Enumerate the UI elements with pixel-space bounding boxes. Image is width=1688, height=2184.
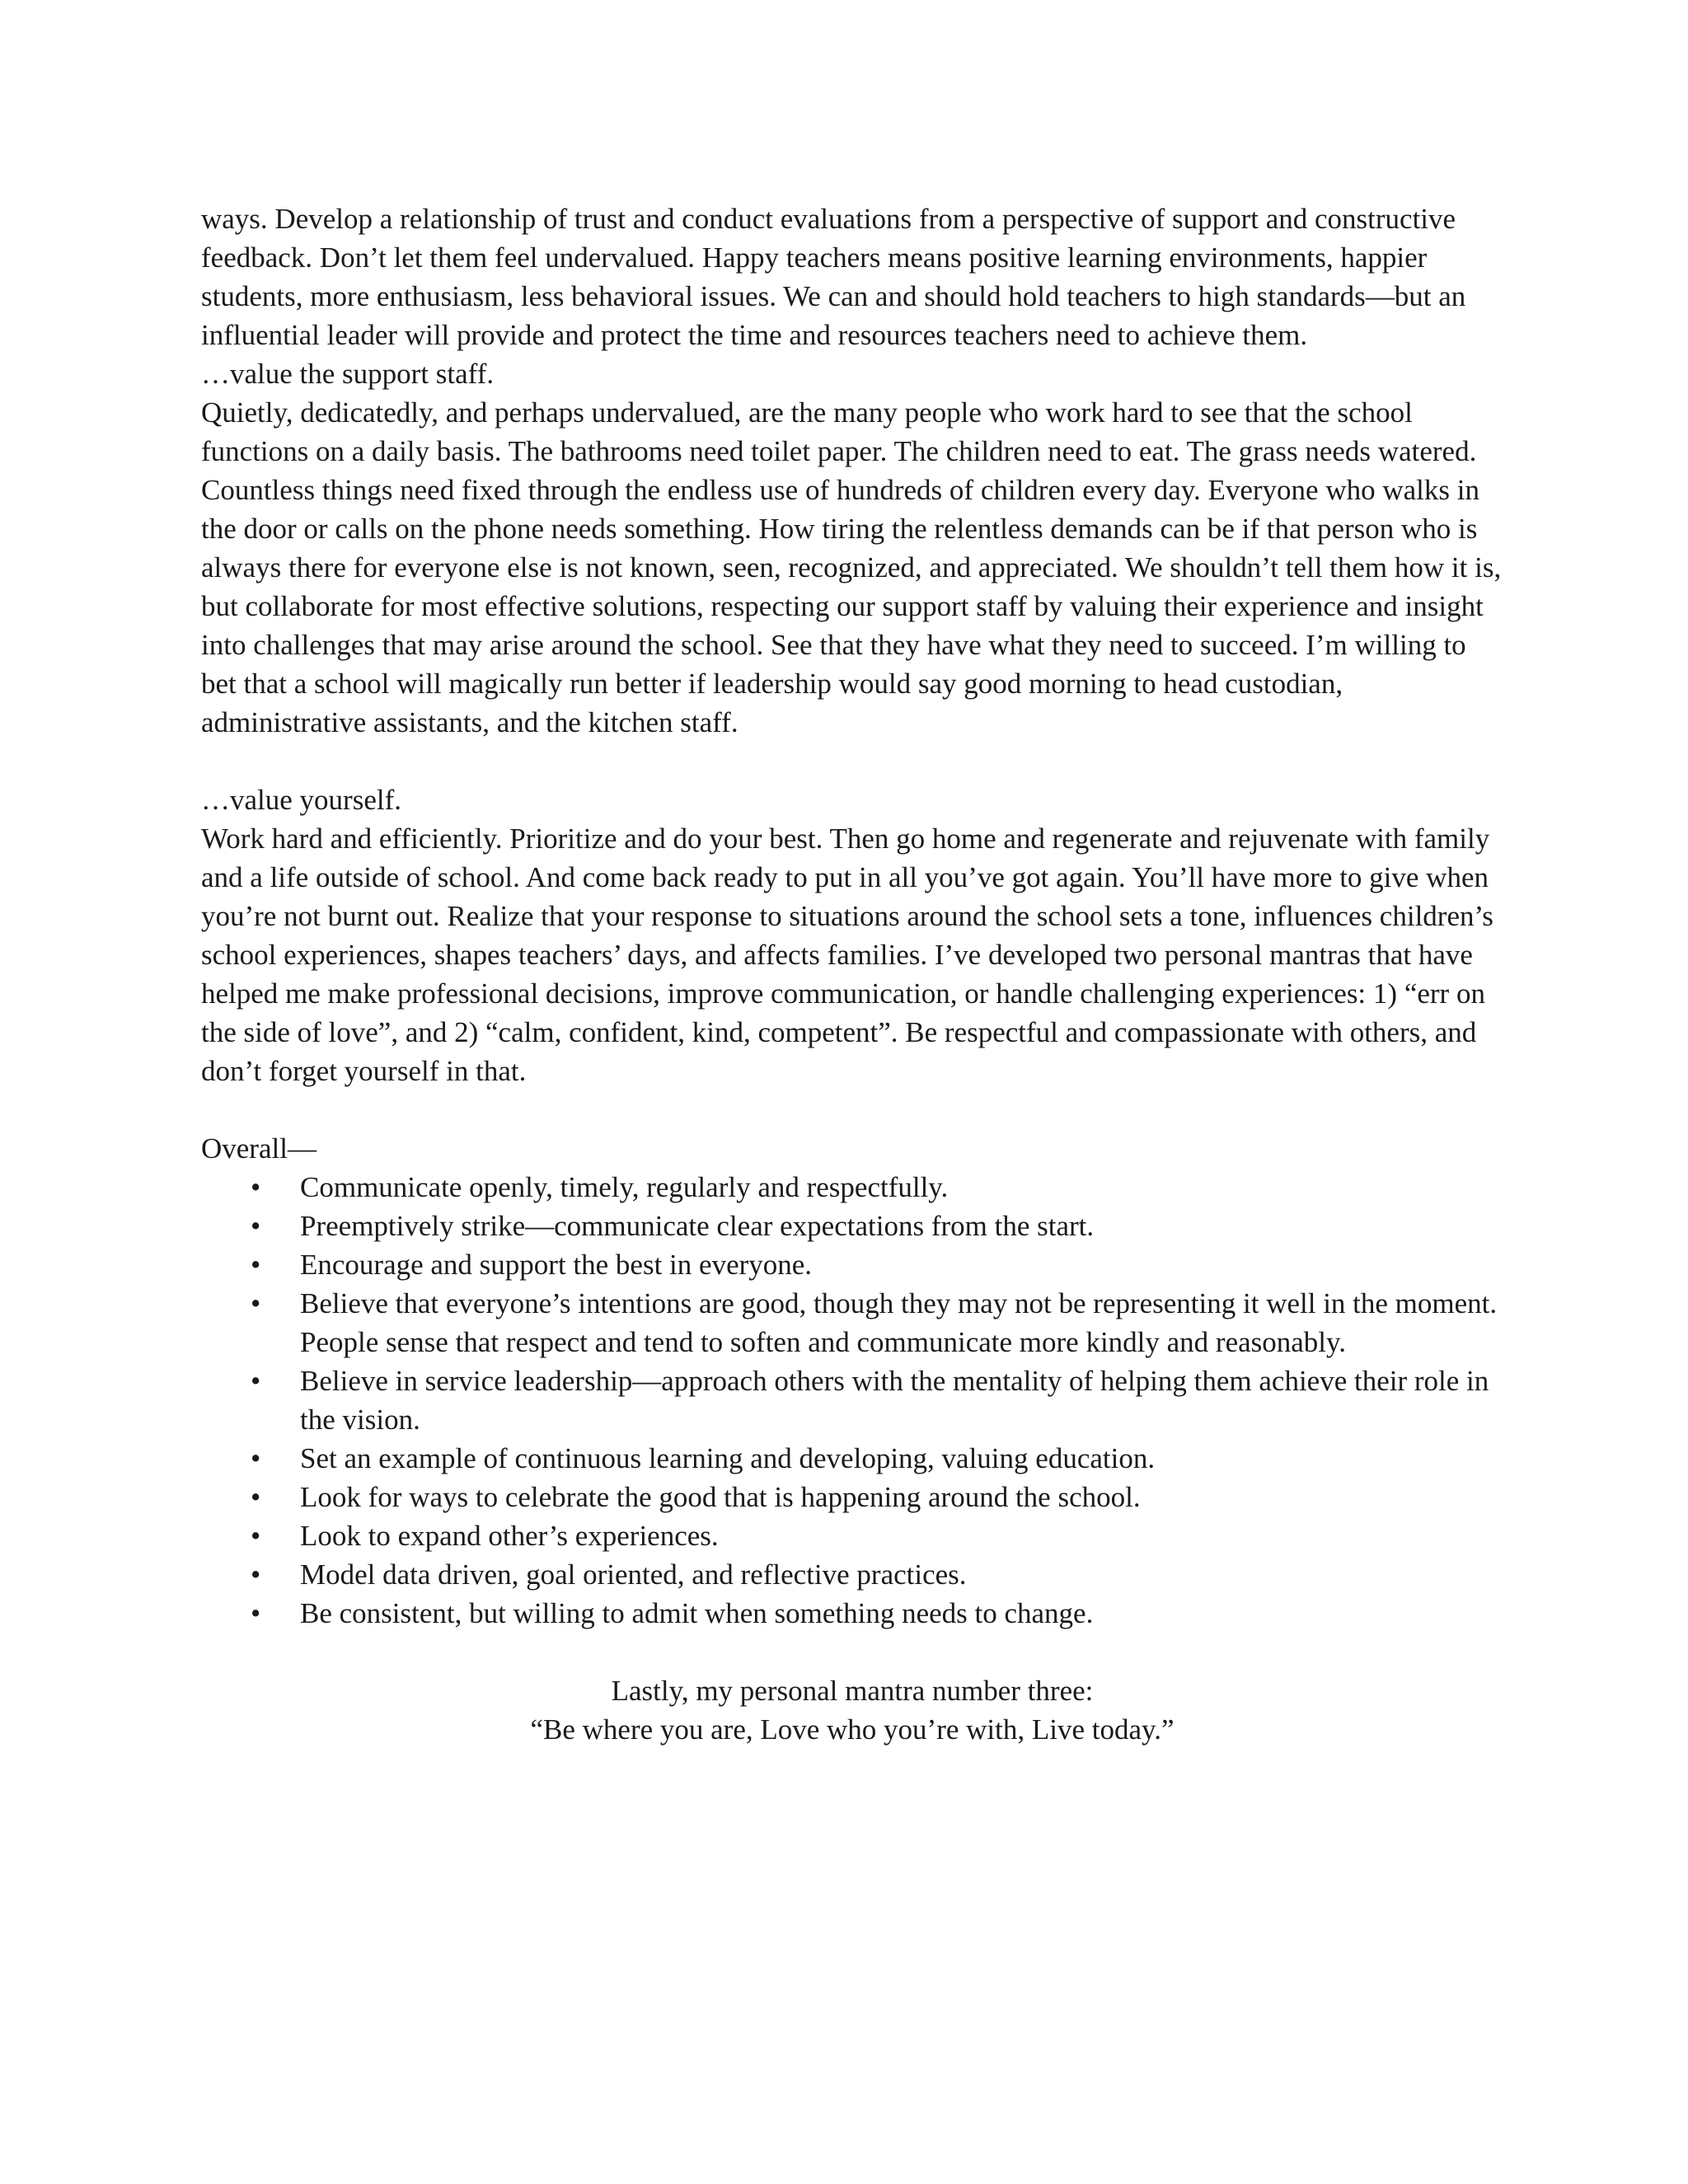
document-body <box>201 199 1503 1749</box>
list-item <box>201 1478 1503 1516</box>
support-staff-paragraph: Quietly, dedicatedly, and perhaps undervalued, are the many people who work hard to see that the school functions on a daily basis. The bathrooms need toilet paper. The children need to eat. The grass needs watered. Countless things need fixed through the endless use of hundreds of children every day. Everyone who walks in the door or calls on the phone needs something. How tiring the relentless demands can be if that person who is always there for everyone else is not known, seen, recognized, and appreciated. We shouldn’t tell them how it is, but collaborate for most effective solutions, respecting our support staff by valuing their experience and insight into challenges that may arise around the school. See that they have what they need to succeed. I’m willing to bet that a school will magically run better if leadership would say good morning to head custodian, administrative assistants, and the kitchen staff. <box>201 396 1502 738</box>
list-item-text: Communicate openly, timely, regularly and respectfully. <box>300 1171 949 1203</box>
list-item-text: Set an example of continuous learning and developing, valuing education. <box>300 1442 1156 1474</box>
closing-mantra: “Be where you are, Love who you’re with, Live today.” <box>530 1713 1175 1746</box>
list-item <box>201 1168 1503 1207</box>
intro-paragraph: ways. Develop a relationship of trust and conduct evaluations from a perspective of support and constructive feedback. Don’t let them feel undervalued. Happy teachers means positive learning environments, happier students, more enthusiasm, less behavioral issues. We can and should hold teachers to high standards—but an influential leader will provide and protect the time and resources teachers need to achieve them. <box>201 203 1466 351</box>
list-item <box>201 1361 1503 1439</box>
bullet-icon: • <box>251 1520 261 1552</box>
list-item <box>201 1245 1503 1284</box>
closing-section <box>201 1671 1503 1749</box>
list-item-text: Be consistent, but willing to admit when something needs to change. <box>300 1597 1094 1629</box>
list-item-text: Believe that everyone’s intentions are good, though they may not be representing it well in the moment. People sense that respect and tend to soften and communicate more kindly and reasonably. <box>300 1287 1498 1358</box>
overall-section <box>201 1129 1503 1633</box>
value-yourself-paragraph: Work hard and efficiently. Prioritize and do your best. Then go home and regenerate and rejuvenate with family and a life outside of school. And come back ready to put in all you’ve got again. You’ll have more to give when you’re not burnt out. Realize that your response to situations around the school sets a tone, influences children’s school experiences, shapes teachers’ days, and affects families. I’ve developed two personal mantras that have helped me make professional decisions, improve communication, or handle challenging experiences: 1) “err on the side of love”, and 2) “calm, confident, kind, competent”. Be respectful and compassionate with others, and don’t forget yourself in that. <box>201 823 1493 1087</box>
closing-line: Lastly, my personal mantra number three: <box>611 1675 1094 1707</box>
list-item-text: Look for ways to celebrate the good that is happening around the school. <box>300 1481 1141 1513</box>
list-item <box>201 1594 1503 1633</box>
value-yourself-heading: …value yourself. <box>201 784 401 816</box>
list-item-text: Look to expand other’s experiences. <box>300 1520 719 1552</box>
bullet-icon: • <box>251 1287 261 1319</box>
list-item-text: Model data driven, goal oriented, and reflective practices. <box>300 1558 967 1591</box>
bullet-icon: • <box>251 1597 261 1629</box>
list-item-text: Preemptively strike—communicate clear expectations from the start. <box>300 1210 1095 1242</box>
list-item-text: Believe in service leadership—approach others with the mentality of helping them achieve their role in the vision. <box>300 1365 1489 1436</box>
support-staff-heading: …value the support staff. <box>201 358 495 390</box>
value-yourself-section <box>201 780 1503 1090</box>
list-item <box>201 1439 1503 1478</box>
list-item <box>201 1516 1503 1555</box>
list-item <box>201 1555 1503 1594</box>
bullet-icon: • <box>251 1249 261 1281</box>
bullet-icon: • <box>251 1558 261 1591</box>
list-item <box>201 1207 1503 1245</box>
overall-heading: Overall— <box>201 1132 316 1165</box>
support-staff-section <box>201 354 1503 742</box>
bullet-icon: • <box>251 1481 261 1513</box>
list-item <box>201 1284 1503 1361</box>
bullet-icon: • <box>251 1171 261 1203</box>
list-item-text: Encourage and support the best in everyone. <box>300 1249 813 1281</box>
bullet-icon: • <box>251 1365 261 1397</box>
overall-list <box>201 1168 1503 1633</box>
bullet-icon: • <box>251 1442 261 1474</box>
bullet-icon: • <box>251 1210 261 1242</box>
